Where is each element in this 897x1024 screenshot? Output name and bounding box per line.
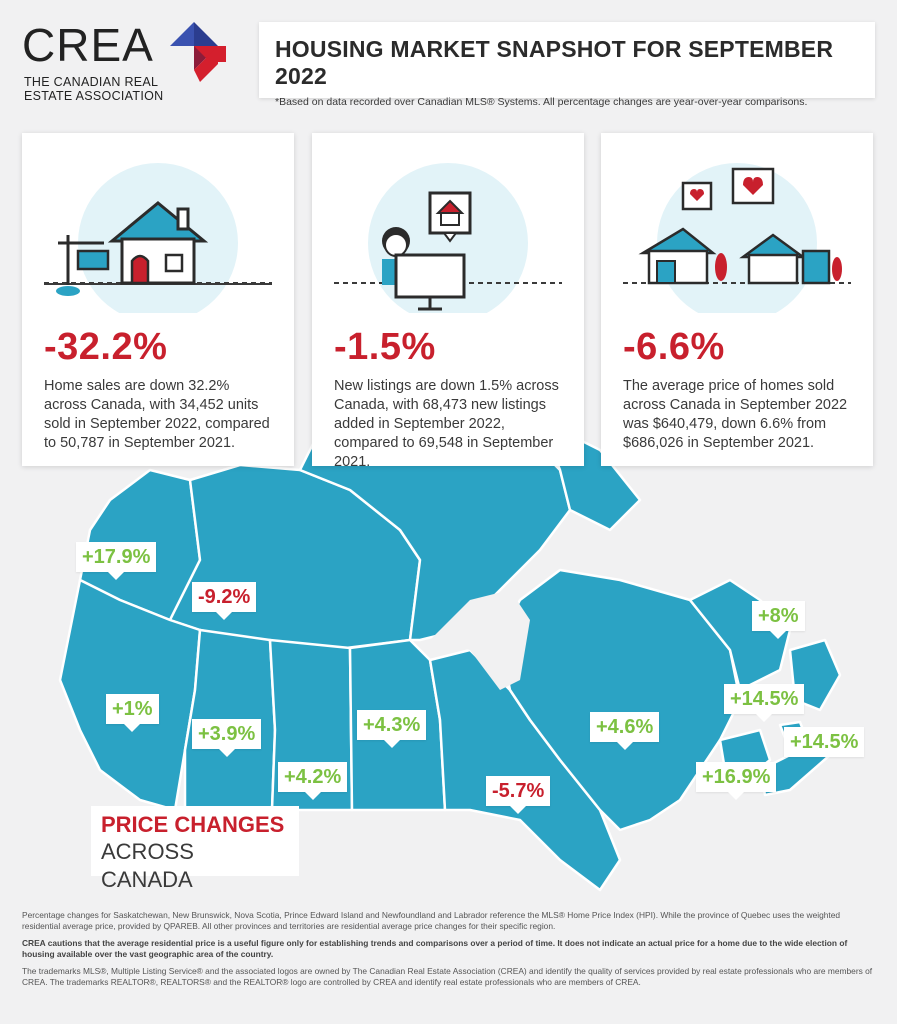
page-subtitle: *Based on data recorded over Canadian MLS® Systems. All percentage changes are year-over-year comparisons.	[275, 96, 808, 108]
tag-alberta: +3.9%	[192, 719, 261, 749]
new-listings-percent: -1.5%	[334, 326, 436, 368]
tag-yukon: +17.9%	[76, 542, 156, 572]
average-price-percent: -6.6%	[623, 326, 725, 368]
tag-saskatchewan: +4.2%	[278, 762, 347, 792]
map-title-line1: PRICE CHANGES	[101, 812, 285, 837]
logo-wordmark: CREA	[22, 19, 154, 71]
tag-quebec: +4.6%	[590, 712, 659, 742]
map-title-box	[91, 806, 299, 892]
footer-note-hpi: Percentage changes for Saskatchewan, New Brunswick, Nova Scotia, Prince Edward Island and Newfoundland and Labrador reference the MLS® Home Price Index (HPI). While the province of Quebec uses the weighted residential average price, provided by QPAREB. All other provinces and territories are residential average price changes for their specific region.	[22, 910, 841, 931]
house-for-sale-icon	[44, 143, 272, 313]
person-computer-listing-icon	[334, 143, 562, 313]
tag-newfoundland-and-labrador: +8%	[752, 601, 805, 631]
tag-ontario: -5.7%	[486, 776, 550, 806]
tag-prince-edward-island: +14.5%	[784, 727, 864, 757]
map-title-line2: ACROSS CANADA	[101, 839, 194, 892]
card-home-sales	[22, 133, 294, 466]
card-average-price	[601, 133, 873, 466]
crea-diamond-icon	[170, 22, 226, 88]
home-sales-percent: -32.2%	[44, 326, 168, 368]
header-box	[259, 22, 875, 108]
average-price-text: The average price of homes sold across Canada in September 2022 was $640,479, down 6.6% from $686,026 in September 2021.	[623, 378, 848, 451]
tag-nova-scotia: +16.9%	[696, 762, 776, 792]
crea-logo	[22, 19, 232, 103]
tag-manitoba: +4.3%	[357, 710, 426, 740]
tag-northwest-territories: -9.2%	[192, 582, 256, 612]
tag-british-columbia: +1%	[106, 694, 159, 724]
logo-subtitle: THE CANADIAN REAL ESTATE ASSOCIATION	[24, 75, 164, 103]
footer-note-trademarks: The trademarks MLS®, Multiple Listing Service® and the associated logos are owned by The Canadian Real Estate Association (CREA) and identify the quality of services provided by real estate professionals who are members of CREA. The trademarks REALTOR®, REALTORS® and the REALTOR® logo are controlled by CREA and identify real estate professionals who are members of CREA.	[22, 966, 873, 987]
page-title: HOUSING MARKET SNAPSHOT FOR SEPTEMBER 2022	[275, 36, 834, 89]
neighbourhood-hearts-icon	[623, 143, 851, 313]
new-listings-text: New listings are down 1.5% across Canada, with 68,473 new listings added in September 2022, compared to 69,548 in September 2021.	[334, 378, 559, 470]
card-new-listings	[312, 133, 584, 470]
footer-notes	[22, 910, 877, 994]
tag-new-brunswick: +14.5%	[724, 684, 804, 714]
footer-note-caution: CREA cautions that the average residential price is a useful figure only for establishing trends and comparisons over a period of time. It does not indicate an actual price for a home due to the wide election of housing available over the vast geographic area of the country.	[22, 938, 848, 959]
home-sales-text: Home sales are down 32.2% across Canada, with 34,452 units sold in September 2022, compared to 50,787 in September 2021.	[44, 378, 270, 451]
